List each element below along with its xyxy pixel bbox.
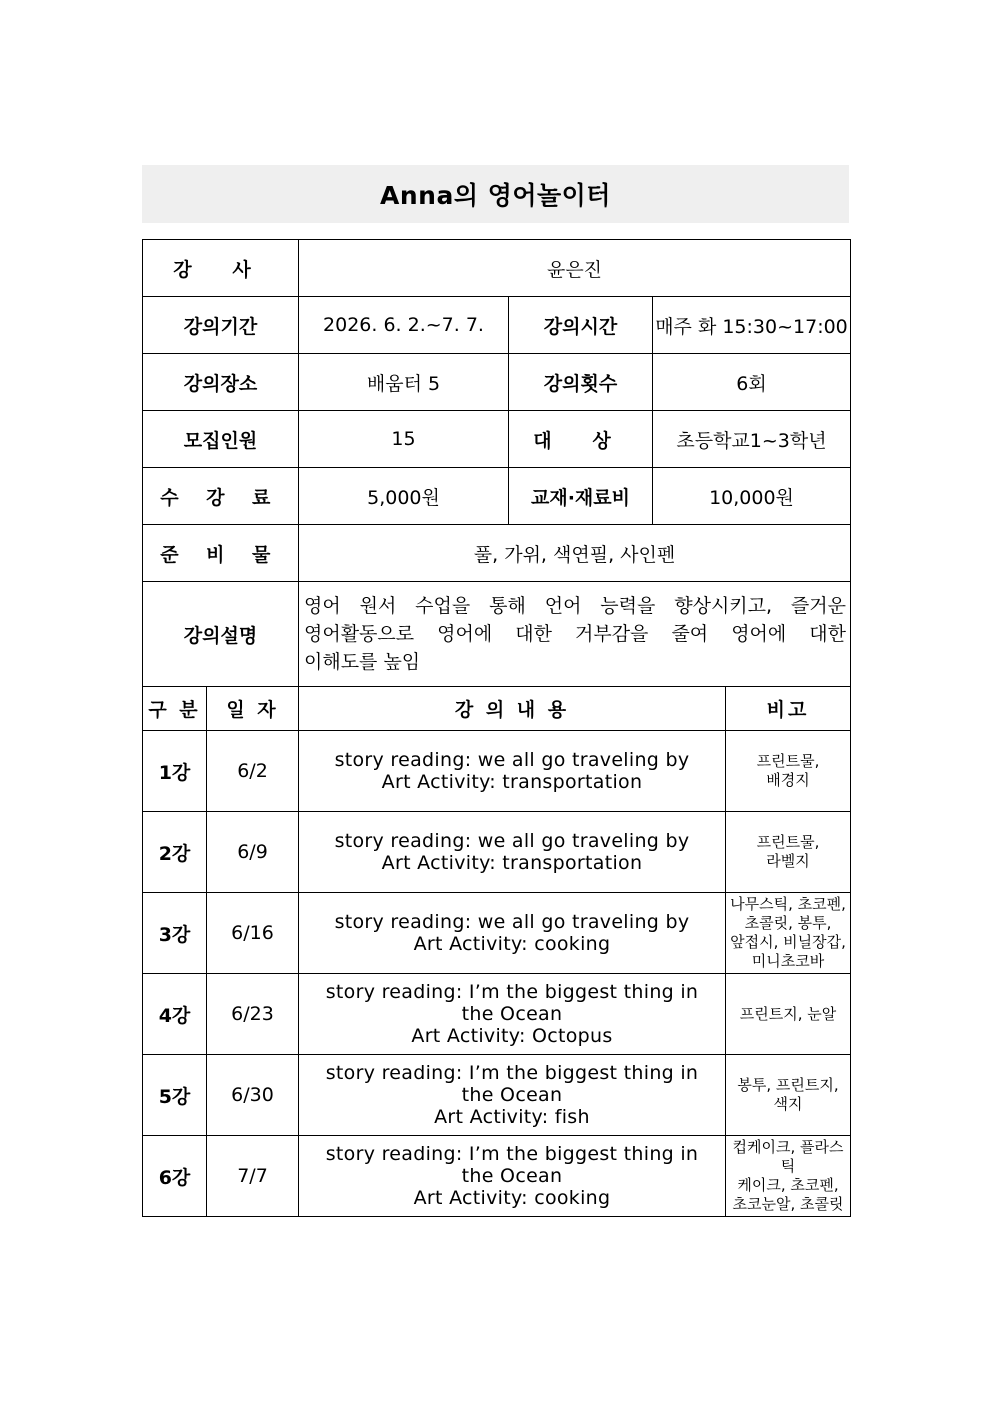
description-line: 영어활동으로 영어에 대한 거부감을 줄여 영어에 대한 bbox=[304, 623, 846, 645]
place-value: 배움터 5 bbox=[299, 354, 509, 411]
page-title: Anna의 영어놀이터 bbox=[142, 165, 849, 223]
table-row bbox=[143, 812, 851, 893]
note-line: 앞접시, 비닐장갑, bbox=[730, 933, 846, 951]
note-line: 컵케이크, 플라스틱 bbox=[732, 1138, 844, 1175]
lecture-date: 6/9 bbox=[207, 812, 299, 893]
lecture-note bbox=[726, 731, 851, 812]
lecture-date: 6/30 bbox=[207, 1055, 299, 1136]
lecture-note bbox=[726, 893, 851, 974]
time-label: 강의시간 bbox=[509, 297, 653, 354]
capacity-label: 모집인원 bbox=[143, 411, 299, 468]
content-line: Art Activity: cooking bbox=[413, 933, 611, 955]
lecture-note bbox=[726, 1136, 851, 1217]
note-line: 봉투, 프린트지, bbox=[737, 1076, 839, 1094]
content-line: story reading: we all go traveling by bbox=[334, 749, 690, 771]
fee-value: 5,000원 bbox=[299, 468, 509, 525]
lecture-number: 6강 bbox=[143, 1136, 207, 1217]
note-line: 색지 bbox=[773, 1095, 803, 1113]
description-row bbox=[143, 582, 851, 687]
content-line: Art Activity: transportation bbox=[381, 852, 643, 874]
note-line: 나무스틱, 초코펜, bbox=[730, 895, 846, 913]
supplies-label: 준 비 물 bbox=[143, 525, 299, 582]
instructor-value: 윤은진 bbox=[299, 240, 851, 297]
lecture-note bbox=[726, 1055, 851, 1136]
period-value: 2026. 6. 2.~7. 7. bbox=[299, 297, 509, 354]
table-row bbox=[143, 893, 851, 974]
content-line: Art Activity: fish bbox=[434, 1106, 590, 1128]
place-row bbox=[143, 354, 851, 411]
lecture-number: 2강 bbox=[143, 812, 207, 893]
fee-label: 수 강 료 bbox=[143, 468, 299, 525]
capacity-row bbox=[143, 411, 851, 468]
description-line: 영어 원서 수업을 통해 언어 능력을 향상시키고, 즐거운 bbox=[304, 595, 846, 617]
lecture-number: 3강 bbox=[143, 893, 207, 974]
lecture-note bbox=[726, 974, 851, 1055]
content-line: the Ocean bbox=[461, 1003, 563, 1025]
lecture-content bbox=[299, 893, 726, 974]
header-date: 일 자 bbox=[207, 687, 299, 731]
note-line: 초콜릿, 봉투, bbox=[744, 914, 832, 932]
material-fee-value: 10,000원 bbox=[653, 468, 851, 525]
period-row bbox=[143, 297, 851, 354]
note-line: 초코눈알, 초콜릿 bbox=[732, 1195, 844, 1213]
content-line: story reading: I’m the biggest thing in bbox=[325, 1143, 699, 1165]
instructor-label: 강 사 bbox=[143, 240, 299, 297]
note-line: 미니초코바 bbox=[751, 952, 825, 970]
table-row bbox=[143, 974, 851, 1055]
content-line: story reading: we all go traveling by bbox=[334, 911, 690, 933]
instructor-row bbox=[143, 240, 851, 297]
material-fee-label: 교재·재료비 bbox=[509, 468, 653, 525]
content-line: story reading: we all go traveling by bbox=[334, 830, 690, 852]
lecture-date: 6/23 bbox=[207, 974, 299, 1055]
content-line: the Ocean bbox=[461, 1165, 563, 1187]
note-line: 프린트지, 눈알 bbox=[739, 1004, 837, 1023]
content-line: Art Activity: cooking bbox=[413, 1187, 611, 1209]
description-value bbox=[299, 582, 851, 687]
course-info-table bbox=[142, 239, 851, 1217]
note-line: 프린트물, bbox=[756, 833, 820, 851]
content-line: Art Activity: transportation bbox=[381, 771, 643, 793]
lecture-note bbox=[726, 812, 851, 893]
lecture-date: 6/2 bbox=[207, 731, 299, 812]
period-label: 강의기간 bbox=[143, 297, 299, 354]
description-label: 강의설명 bbox=[143, 582, 299, 687]
place-label: 강의장소 bbox=[143, 354, 299, 411]
lecture-content bbox=[299, 1055, 726, 1136]
lecture-number: 4강 bbox=[143, 974, 207, 1055]
time-value: 매주 화 15:30~17:00 bbox=[653, 297, 851, 354]
supplies-row bbox=[143, 525, 851, 582]
capacity-value: 15 bbox=[299, 411, 509, 468]
lecture-content bbox=[299, 1136, 726, 1217]
description-line: 이해도를 높임 bbox=[304, 651, 421, 673]
note-line: 프린트물, bbox=[756, 752, 820, 770]
supplies-value: 풀, 가위, 색연필, 사인펜 bbox=[299, 525, 851, 582]
count-label: 강의횟수 bbox=[509, 354, 653, 411]
lecture-date: 7/7 bbox=[207, 1136, 299, 1217]
table-row bbox=[143, 731, 851, 812]
fee-row bbox=[143, 468, 851, 525]
schedule-header-row bbox=[143, 687, 851, 731]
content-line: story reading: I’m the biggest thing in bbox=[325, 981, 699, 1003]
content-line: Art Activity: Octopus bbox=[411, 1025, 613, 1047]
header-gubun: 구 분 bbox=[143, 687, 207, 731]
note-line: 배경지 bbox=[766, 771, 810, 789]
lecture-content bbox=[299, 974, 726, 1055]
note-line: 라벨지 bbox=[766, 852, 810, 870]
lecture-date: 6/16 bbox=[207, 893, 299, 974]
lecture-content bbox=[299, 812, 726, 893]
content-line: story reading: I’m the biggest thing in bbox=[325, 1062, 699, 1084]
table-row bbox=[143, 1055, 851, 1136]
target-value: 초등학교1~3학년 bbox=[653, 411, 851, 468]
count-value: 6회 bbox=[653, 354, 851, 411]
note-line: 케이크, 초코펜, bbox=[737, 1176, 839, 1194]
lecture-number: 1강 bbox=[143, 731, 207, 812]
lecture-content bbox=[299, 731, 726, 812]
table-row bbox=[143, 1136, 851, 1217]
content-line: the Ocean bbox=[461, 1084, 563, 1106]
header-content: 강 의 내 용 bbox=[299, 687, 726, 731]
lecture-number: 5강 bbox=[143, 1055, 207, 1136]
target-label: 대 상 bbox=[509, 411, 653, 468]
header-note: 비고 bbox=[726, 687, 851, 731]
